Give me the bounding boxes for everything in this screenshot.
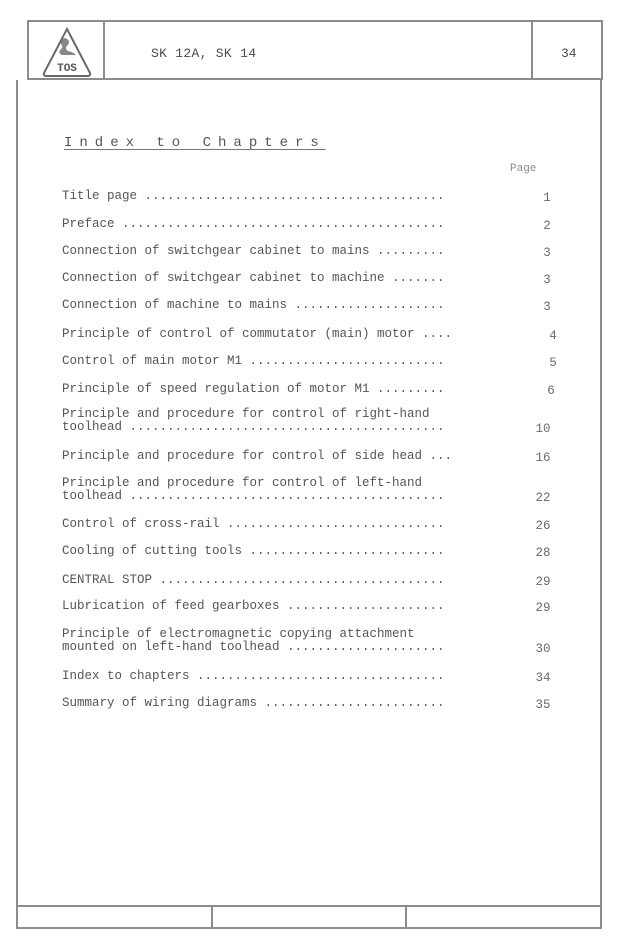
toc-entry-text: Control of cross-rail .............................: [62, 517, 445, 531]
toc-entry-page: 3: [543, 300, 551, 314]
toc-entry-page: 34: [535, 671, 551, 685]
toc-entry-text: Preface ...........................................: [62, 217, 445, 231]
toc-entry-page: 1: [543, 191, 551, 205]
toc-entry-page: 35: [535, 698, 551, 712]
toc-entry: [62, 271, 551, 287]
toc-entry-text: toolhead ..........................................: [62, 420, 445, 434]
page-column-label: Page: [510, 163, 537, 175]
toc-entry: [62, 627, 551, 656]
footer-cell-3: [405, 907, 600, 927]
toc-entry: [62, 327, 557, 343]
toc-entry: [62, 382, 555, 398]
toc-entry-text: Lubrication of feed gearboxes .....................: [62, 599, 445, 613]
toc-entry-page: 6: [547, 384, 555, 398]
footer-cell-2: [211, 907, 406, 927]
toc-entry-page: 16: [535, 451, 551, 465]
toc-entry-text: Principle of electromagnetic copying attachment: [62, 627, 415, 641]
footer-block: [16, 905, 602, 929]
toc-entry-page: 29: [535, 575, 551, 589]
toc-entry-page: 10: [535, 422, 551, 436]
toc-entry: [62, 449, 551, 465]
toc-entry-text: Principle of speed regulation of motor M1 .........: [62, 382, 445, 396]
toc-entry: [62, 573, 551, 589]
toc-entry-text: Connection of switchgear cabinet to mains .........: [62, 244, 445, 258]
toc-entry-text: CENTRAL STOP ......................................: [62, 573, 445, 587]
toc-entry: [62, 189, 551, 205]
toc-entry-page: 2: [543, 219, 551, 233]
page-number: 34: [561, 46, 577, 61]
footer-cell-1: [18, 907, 211, 927]
tos-logo-icon: [41, 26, 93, 78]
toc-entry: [62, 669, 551, 685]
index-heading: Index to Chapters: [64, 135, 326, 151]
toc-entry: [62, 517, 551, 533]
title-cell: [105, 22, 535, 78]
toc-entry: [62, 476, 551, 505]
toc-entry: [62, 244, 551, 260]
toc-entry-text: Connection of machine to mains ....................: [62, 298, 445, 312]
toc-entry-page: 22: [535, 491, 551, 505]
toc-entry-text: Connection of switchgear cabinet to machine .......: [62, 271, 445, 285]
toc-entry-page: 4: [549, 329, 557, 343]
toc-entry-page: 3: [543, 246, 551, 260]
toc-entry-text: Principle and procedure for control of right-hand: [62, 407, 430, 421]
document-title: SK 12A, SK 14: [151, 46, 257, 61]
toc-entry-text: Principle and procedure for control of left-hand: [62, 476, 423, 490]
toc-entry-text: Title page ........................................: [62, 189, 445, 203]
toc-entry-text: toolhead ..........................................: [62, 489, 445, 503]
toc-entry-text: Index to chapters .................................: [62, 669, 445, 683]
svg-text:TOS: TOS: [57, 63, 77, 75]
toc-entry-page: 28: [535, 546, 551, 560]
toc-entry-text: Cooling of cutting tools ..........................: [62, 544, 445, 558]
title-block: [27, 20, 603, 80]
toc-entry-text: Summary of wiring diagrams ........................: [62, 696, 445, 710]
toc-entry-page: 29: [535, 601, 551, 615]
toc-entry-page: 26: [535, 519, 551, 533]
toc-entry: [62, 599, 551, 615]
toc-entry: [62, 354, 557, 370]
toc-entry: [62, 298, 551, 314]
toc-entry-page: 5: [549, 356, 557, 370]
logo-cell: [29, 22, 105, 78]
page-number-cell: [531, 22, 601, 78]
toc-entry-text: mounted on left-hand toolhead .....................: [62, 640, 445, 654]
toc-entry: [62, 544, 551, 560]
toc-entry-text: Control of main motor M1 ..........................: [62, 354, 445, 368]
toc-entry: [62, 696, 551, 712]
toc-entry-page: 30: [535, 642, 551, 656]
toc-entry-text: Principle and procedure for control of side head ...: [62, 449, 453, 463]
toc-entry: [62, 217, 551, 233]
toc-entry-text: Principle of control of commutator (main) motor ....: [62, 327, 453, 341]
toc-entry: [62, 407, 551, 436]
toc-entry-page: 3: [543, 273, 551, 287]
